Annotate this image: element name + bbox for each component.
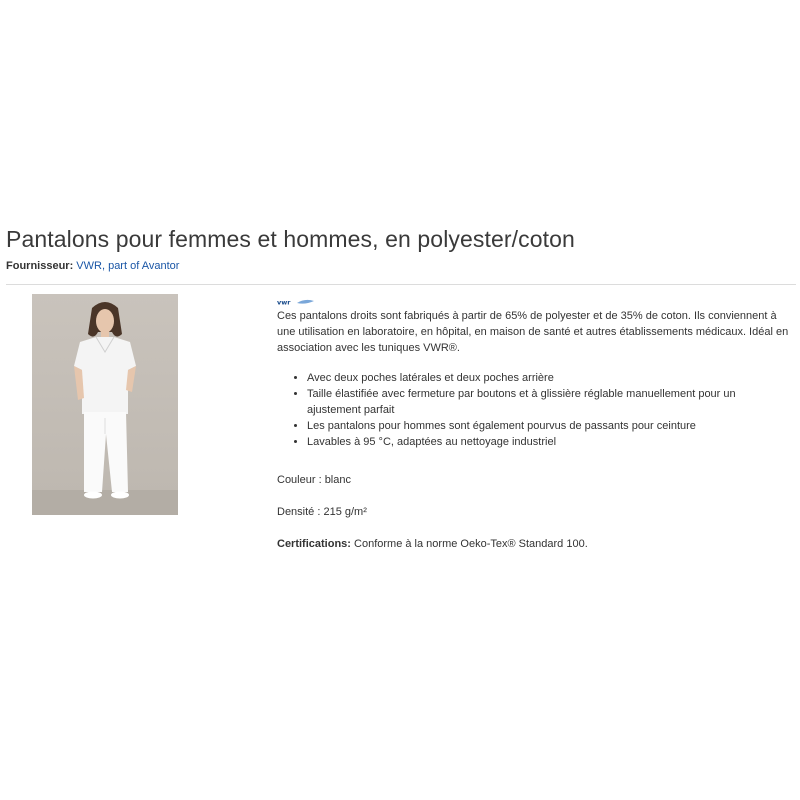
supplier-link[interactable]: VWR, part of Avantor bbox=[76, 260, 180, 272]
supplier-line bbox=[6, 260, 179, 272]
page-title: Pantalons pour femmes et hommes, en polyester/coton bbox=[6, 226, 575, 252]
list-item: • Les pantalons pour hommes sont également pourvus de passants pour ceinture bbox=[307, 418, 789, 434]
list-item: • Taille élastifiée avec fermeture par boutons et à glissière réglable manuellement pour un ajustement parfait bbox=[307, 386, 789, 418]
description-text: Ces pantalons droits sont fabriqués à partir de 65% de polyester et de 35% de coton. Ils conviennent à une utilisation en laboratoire, en hôpital, en maison de santé et autres établissements médicaux. Idéal en association avec les tuniques VWR®. bbox=[277, 310, 789, 354]
color-spec: Couleur : blanc bbox=[277, 474, 351, 486]
list-item: • Lavables à 95 °C, adaptées au nettoyage industriel bbox=[307, 434, 789, 450]
supplier-label: Fournisseur: bbox=[6, 260, 74, 272]
svg-text:vwr: vwr bbox=[277, 298, 291, 306]
certifications-label: Certifications: bbox=[277, 538, 351, 550]
density-spec: Densité : 215 g/m² bbox=[277, 506, 367, 518]
list-item: • Avec deux poches latérales et deux poches arrière bbox=[307, 370, 789, 386]
product-image bbox=[32, 294, 178, 515]
certifications-value: Conforme à la norme Oeko-Tex® Standard 100. bbox=[354, 538, 588, 550]
divider bbox=[6, 284, 796, 285]
vwr-logo-icon bbox=[277, 298, 315, 306]
product-description bbox=[277, 298, 789, 552]
certifications bbox=[277, 536, 789, 552]
feature-list bbox=[277, 370, 789, 450]
